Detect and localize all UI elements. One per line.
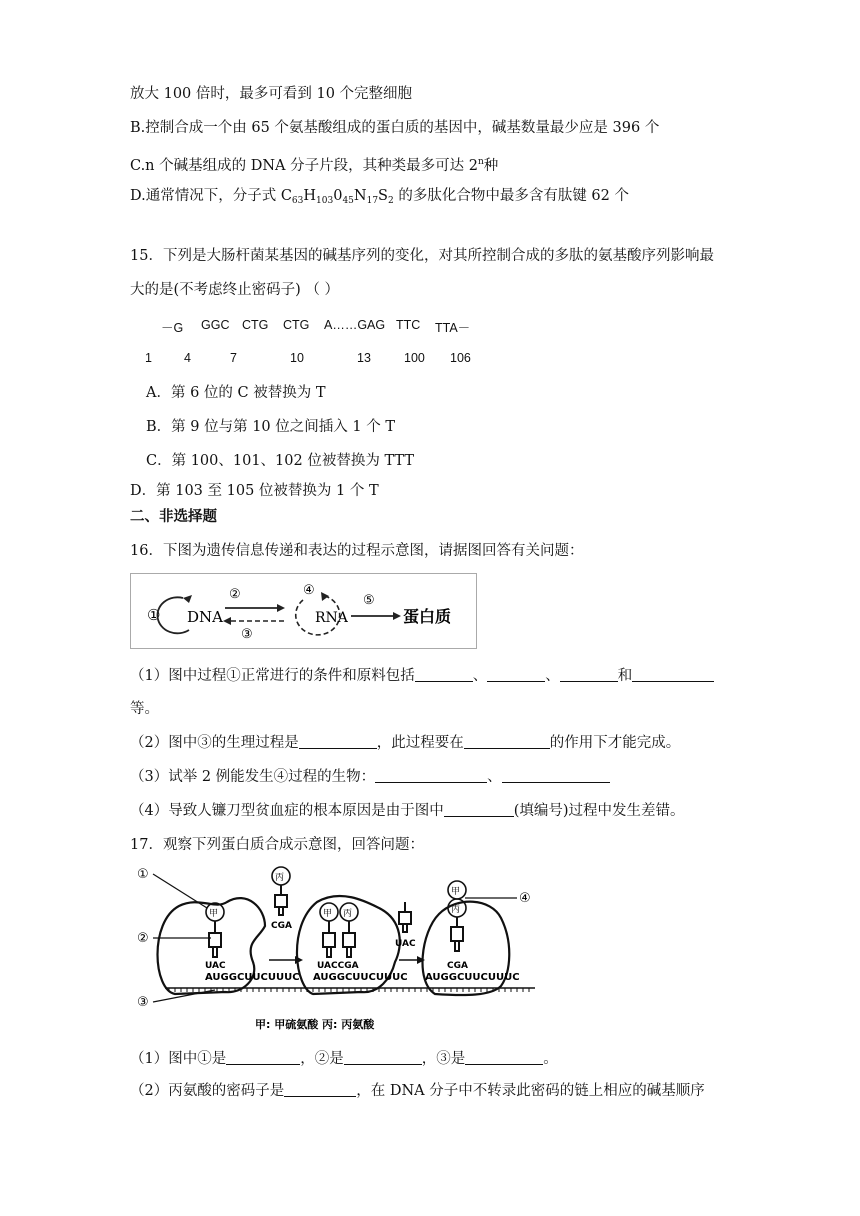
jia-label: 甲 [323, 909, 333, 919]
q17-part2-text: ，在 DNA 分子中不转录此密码的链上相应的碱基顺序 [356, 1083, 705, 1099]
q16-part2-text: 的作用下才能完成。 [549, 735, 681, 751]
trna [451, 917, 463, 951]
q16-part3-text: （3）试举 2 例能发生④过程的生物： [130, 769, 376, 785]
arrow-head [393, 612, 401, 620]
q15-stem-line1: 15．下列是大肠杆菌某基因的碱基序列的变化，对其所控制合成的多肽的氨基酸序列影响最 [130, 248, 714, 264]
separator: 、 [472, 668, 488, 684]
formula-subscript: 103 [316, 196, 334, 206]
option-c [130, 152, 498, 176]
q15-option-c: C．第 100、101、102 位被替换为 TTT [146, 453, 415, 469]
q17-part1 [130, 1049, 558, 1069]
option-b: B.控制合成一个由 65 个氨基酸组成的蛋白质的基因中，碱基数量最少应是 396 个 [130, 120, 660, 136]
q16-part1-end: 等。 [130, 701, 159, 717]
jia-label: 甲 [451, 887, 461, 897]
q16-part1-text: （1）图中过程①正常进行的条件和原料包括 [130, 668, 415, 684]
formula-part: 的多肽化合物中最多含有肽键 62 个 [393, 188, 629, 204]
arrow-head [321, 592, 329, 601]
option-a-continued: 放大 100 倍时，最多可看到 10 个完整细胞 [130, 86, 413, 102]
answer-blank[interactable] [502, 768, 610, 783]
mrna-sequence: AUGGCUUCUUUC [205, 972, 300, 983]
rna-label: RNA [315, 610, 348, 626]
option-c-superscript: n [477, 157, 484, 167]
formula-part: 0 [333, 188, 343, 204]
seq-position: 13 [357, 351, 371, 365]
q17-diagram [135, 862, 545, 1034]
arrow-head [183, 595, 192, 603]
seq-codon: CTG [242, 318, 269, 332]
q17-part2-text: （2）丙氨酸的密码子是 [130, 1083, 285, 1099]
anticodon: UAC [395, 939, 416, 949]
bing-label: 丙 [275, 873, 285, 883]
answer-blank[interactable] [375, 768, 487, 783]
formula-subscript: 45 [342, 196, 354, 206]
trna [209, 921, 221, 957]
seq-position: 1 [145, 351, 152, 365]
seq-position: 10 [290, 351, 304, 365]
protein-label: 蛋白质 [403, 607, 452, 626]
seq-position: 7 [230, 351, 237, 365]
q16-part2-text: （2）图中③的生理过程是 [130, 735, 299, 751]
answer-blank[interactable] [226, 1050, 300, 1065]
label-5: ⑤ [363, 593, 375, 608]
bing-label: 丙 [343, 909, 353, 919]
separator: 、 [487, 769, 502, 785]
leader-line [153, 990, 215, 1002]
mrna-ticks [169, 988, 529, 992]
q17-part1-text: ，③是 [421, 1051, 466, 1067]
formula-subscript: 2 [387, 196, 394, 206]
q16-diagram [131, 574, 476, 648]
answer-blank[interactable] [284, 1082, 356, 1097]
trna [343, 921, 355, 957]
arrow-head [295, 956, 303, 964]
formula-subscript: 63 [291, 196, 304, 206]
formula-part: D.通常情况下，分子式 C [130, 188, 292, 204]
separator: 、 [545, 668, 560, 684]
q17-stem: 17．观察下列蛋白质合成示意图，回答问题： [130, 837, 424, 853]
q16-part4 [130, 801, 685, 821]
q16-part2-text: ，此过程要在 [376, 735, 464, 751]
seq-codon: CTG [283, 318, 310, 332]
label-1: ① [137, 867, 149, 882]
q15-option-b: B．第 9 位与第 10 位之间插入 1 个 T [146, 419, 395, 435]
answer-blank[interactable] [299, 734, 377, 749]
arrow-head [417, 956, 425, 964]
option-c-text-end: 种 [483, 158, 499, 174]
q16-part2 [130, 733, 680, 753]
seq-codon: GGC [201, 318, 230, 332]
formula-subscript: 17 [366, 196, 379, 206]
q16-part4-text: (填编号)过程中发生差错。 [513, 803, 685, 819]
formula-part: H [303, 188, 317, 204]
label-4: ④ [519, 891, 531, 906]
trna [275, 885, 287, 915]
arrow-head [223, 617, 231, 625]
seq-codon: TTC [396, 318, 421, 332]
figure-legend: 甲: 甲硫氨酸 丙: 丙氨酸 [255, 1018, 375, 1031]
label-3: ③ [137, 995, 149, 1010]
answer-blank[interactable] [487, 667, 545, 682]
dna-label: DNA [187, 608, 223, 626]
label-2: ② [229, 587, 241, 602]
answer-blank[interactable] [444, 802, 514, 817]
option-c-text: C.n 个碱基组成的 DNA 分子片段，其种类最多可达 2 [130, 158, 478, 174]
label-2: ② [137, 931, 149, 946]
formula-part: N [353, 188, 367, 204]
label-4: ④ [303, 583, 315, 598]
jia-label: 甲 [209, 909, 219, 919]
replication-loop [157, 597, 189, 633]
anticodon: CGA [447, 961, 468, 971]
seq-position: 4 [184, 351, 191, 365]
answer-blank[interactable] [632, 667, 714, 682]
leader-line [153, 874, 207, 908]
q17-figure [135, 862, 545, 1034]
anticodon: UAC [205, 961, 226, 971]
trna [399, 902, 411, 932]
option-d [130, 186, 629, 211]
q17-part1-text: ，②是 [300, 1051, 344, 1067]
seq-position: 106 [450, 351, 471, 365]
q15-option-a: A．第 6 位的 C 被替换为 T [146, 385, 326, 401]
arrow-head [277, 604, 285, 612]
q17-part1-text: 。 [543, 1051, 558, 1067]
seq-position: 100 [404, 351, 425, 365]
formula-part: S [378, 188, 388, 204]
answer-blank[interactable] [464, 734, 550, 749]
q17-part2 [130, 1081, 705, 1101]
seq-codon: －G [161, 321, 184, 335]
section-heading: 二、非选择题 [130, 508, 217, 525]
seq-codon: A……GAG [324, 318, 386, 332]
seq-codon: TTA－ [435, 321, 471, 335]
label-1: ① [147, 606, 161, 624]
q16-part3 [130, 767, 610, 787]
answer-blank[interactable] [415, 667, 473, 682]
mrna-sequence: AUGGCUUCUUUC [313, 972, 408, 983]
mrna-sequence: AUGGCUUCUUUC [425, 972, 520, 983]
answer-blank[interactable] [465, 1050, 543, 1065]
separator: 和 [617, 668, 633, 684]
anticodon: UACCGA [317, 961, 359, 971]
answer-blank[interactable] [344, 1050, 422, 1065]
anticodon: CGA [271, 921, 292, 931]
q16-stem: 16．下图为遗传信息传递和表达的过程示意图，请据图回答有关问题： [130, 543, 584, 559]
q16-figure [130, 573, 477, 649]
q15-stem-line2: 大的是(不考虑终止密码子) （ ） [130, 282, 340, 298]
answer-blank[interactable] [560, 667, 618, 682]
q16-part1 [130, 666, 714, 686]
label-3: ③ [241, 627, 253, 642]
q16-part4-text: （4）导致人镰刀型贫血症的根本原因是由于图中 [130, 803, 444, 819]
trna [323, 921, 335, 957]
bing-label: 丙 [451, 905, 461, 915]
q15-option-d: D．第 103 至 105 位被替换为 1 个 T [130, 483, 379, 499]
q17-part1-text: （1）图中①是 [130, 1051, 227, 1067]
